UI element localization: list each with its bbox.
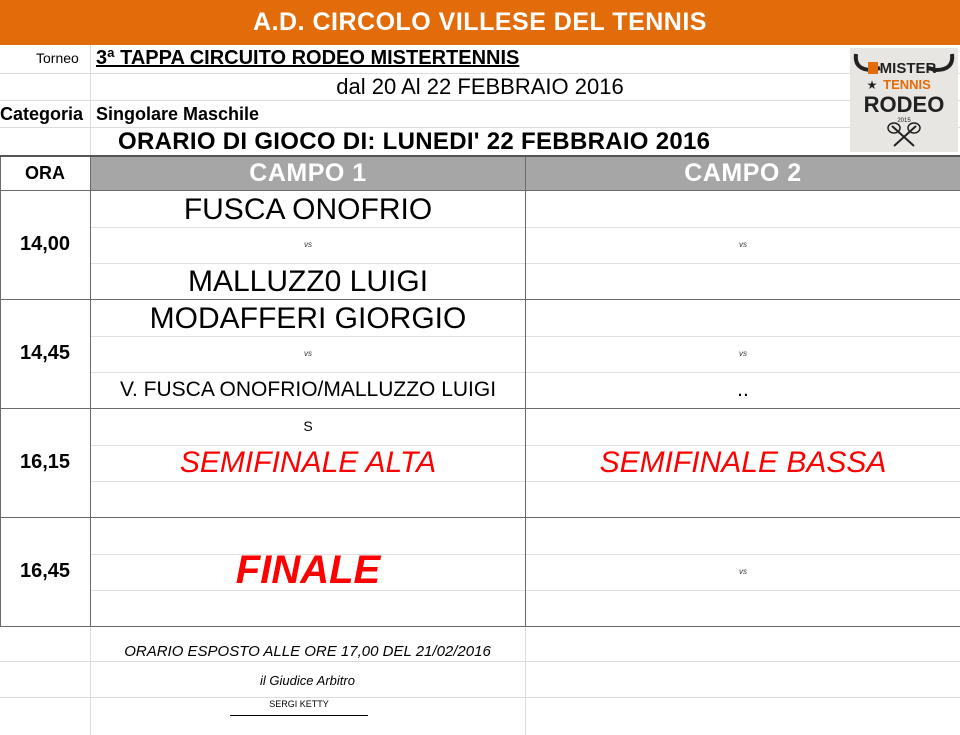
slot-time: 16,45 <box>19 560 71 582</box>
judge-name: SERGI KETTY <box>269 699 329 709</box>
semifinale-alta: SEMIFINALE ALTA <box>179 446 437 479</box>
semifinale-bassa: SEMIFINALE BASSA <box>599 446 887 479</box>
col-header-campo2: CAMPO 2 <box>526 157 960 190</box>
posted-time-note: ORARIO ESPOSTO ALLE ORE 17,00 DEL 21/02/2016 <box>124 643 491 660</box>
grid-line <box>525 627 526 735</box>
categoria-value: Singolare Maschile <box>96 104 260 124</box>
slot-separator <box>0 408 960 409</box>
col-header-ora: ORA <box>0 157 90 190</box>
logo-line1: MISTER <box>879 60 937 77</box>
finale: FINALE <box>235 548 381 592</box>
slot-separator <box>0 517 960 518</box>
slot-separator <box>0 626 960 627</box>
bull-horns-logo-icon <box>850 48 958 152</box>
logo-year: 2015 <box>897 118 911 124</box>
campo1-marker: S <box>303 418 313 434</box>
torneo-name: 3ª TAPPA CIRCUITO RODEO MISTERTENNIS <box>96 47 520 69</box>
grid-line <box>0 100 960 101</box>
col-header-campo1: CAMPO 1 <box>91 157 525 190</box>
campo1-vs: vs <box>304 349 312 358</box>
slot-time: 14,45 <box>19 342 71 364</box>
grid-line <box>90 45 91 155</box>
campo1-player-bottom: MALLUZZ0 LUIGI <box>187 265 429 298</box>
campo2-vs: vs <box>739 240 747 249</box>
column-separator <box>0 157 1 627</box>
campo1-player-bottom: V. FUSCA ONOFRIO/MALLUZZO LUIGI <box>119 378 497 401</box>
slot-time: 16,15 <box>19 451 71 473</box>
slot-time: 14,00 <box>19 233 71 255</box>
campo1-player-top: FUSCA ONOFRIO <box>183 193 433 226</box>
torneo-label: Torneo <box>36 50 79 66</box>
campo2-placeholder: .. <box>737 378 749 401</box>
club-title: A.D. CIRCOLO VILLESE DEL TENNIS <box>0 0 960 45</box>
campo1-player-top: MODAFFERI GIORGIO <box>149 302 467 335</box>
slot-separator <box>0 299 960 300</box>
logo-line3: RODEO <box>863 92 945 117</box>
campo2-vs: vs <box>739 567 747 576</box>
grid-line <box>0 661 960 662</box>
svg-text:★: ★ <box>866 78 878 92</box>
judge-label: il Giudice Arbitro <box>260 673 355 688</box>
mistertennis-rodeo-logo <box>850 48 958 152</box>
slot-separator <box>0 190 960 191</box>
categoria-label-text: Categoria <box>0 104 84 124</box>
tournament-dates: dal 20 Al 22 FEBBRAIO 2016 <box>336 74 624 99</box>
campo1-vs: vs <box>304 240 312 249</box>
schedule-title: ORARIO DI GIOCO DI: LUNEDI' 22 FEBBRAIO 2016 <box>118 128 711 155</box>
signature-line <box>230 715 368 716</box>
grid-line <box>0 697 960 698</box>
categoria-label <box>0 104 88 125</box>
logo-line2: TENNIS <box>883 77 931 92</box>
campo2-vs: vs <box>739 349 747 358</box>
